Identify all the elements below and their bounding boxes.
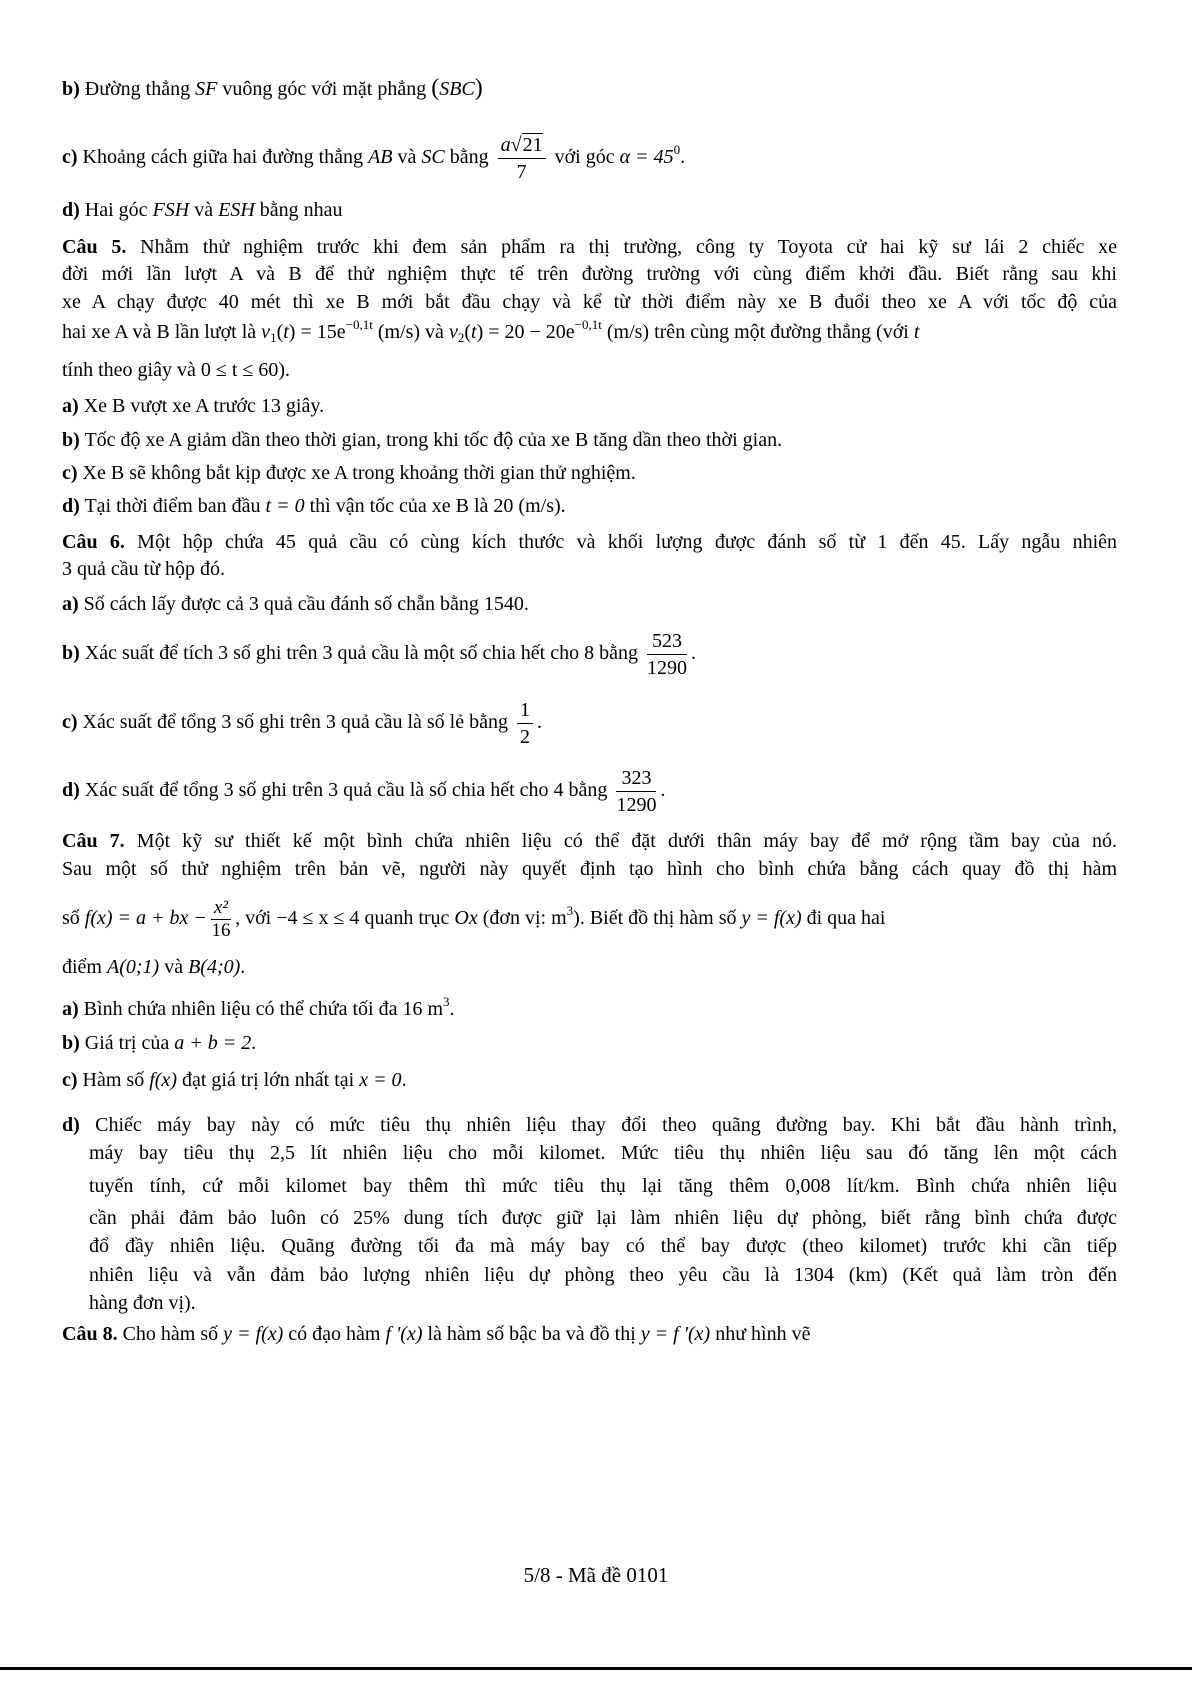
q6-b-fraction: $\frac{523}{1290}$ [646,629,687,679]
q5-intro-line-2: đời mới lần lượt A và B để thử nghiệm thực tế trên đường trường với cùng điểm khởi đầu. Biết rằng sau khi [62,263,1117,285]
q6-statement-a: a) Số cách lấy được cả 3 quả cầu đánh số chẵn bằng 1540. [62,593,529,615]
q5-statement-a: a) Xe B vượt xe A trước 13 giây. [62,395,325,417]
q6-statement-b: b) Xác suất để tích 3 số ghi trên 3 quả cầu là một số chia hết cho 8 bằng $\frac{523}{1290}$ . [62,629,696,679]
q6-intro-line-1: Câu 6. Một hộp chứa 45 quả cầu có cùng kích thước và khối lượng được đánh số từ 1 đến 45. Lấy ngẫu nhiên [62,531,1118,553]
page-footer: 5/8 - Mã đề 0101 [523,1563,669,1587]
q4-c-fraction: $\frac{a√21}{7}$ [498,132,546,185]
bottom-rule [0,1667,1192,1670]
q5-statement-b: b) Tốc độ xe A giảm dần theo thời gian, trong khi tốc độ của xe B tăng dần theo thời gian. [62,429,783,451]
q8-intro: Câu 8. Cho hàm số y = f(x) có đạo hàm f '(x) là hàm số bậc ba và đồ thị y = f '(x) như hình vẽ [62,1323,811,1345]
q6-intro-line-2: 3 quả cầu từ hộp đó. [62,558,226,580]
q5-intro-line-3: xe A chạy được 40 mét thì xe B mới bắt đầu chạy và kể từ thời điểm này xe B đuổi theo xe A với tốc độ của [62,291,1117,313]
q7-statement-d-line-7: hàng đơn vị). [89,1292,196,1314]
q7-heading: Câu 7. [62,830,125,852]
q6-d-fraction: $\frac{323}{1290}$ [616,766,657,816]
q6-statement-c: c) Xác suất để tổng 3 số ghi trên 3 quả cầu là số lẻ bằng $\frac{1}{2}$ . [62,698,542,748]
q7-statement-d-line-3: tuyến tính, cứ mỗi kilomet bay thêm thì mức tiêu thụ lại tăng thêm 0,008 lít/km. Bình chứa nhiên liệu [89,1175,1117,1197]
q7-intro-line-4: điểm A(0;1) và B(4;0). [62,956,246,978]
q5-statement-c: c) Xe B sẽ không bắt kịp được xe A trong khoảng thời gian thử nghiệm. [62,462,636,484]
q6-statement-d: d) Xác suất để tổng 3 số ghi trên 3 quả cầu là số chia hết cho 4 bằng $\frac{323}{1290}$ . [62,766,666,816]
q7-statement-c: c) Hàm số f(x) đạt giá trị lớn nhất tại x = 0. [62,1069,407,1091]
q7-statement-d-line-6: nhiên liệu và vẫn đảm bảo lượng nhiên liệu dự phòng theo yêu cầu là 1304 (km) (Kết quả làm tròn đến [89,1264,1117,1286]
q7-statement-d-line-1: d) Chiếc máy bay này có mức tiêu thụ nhiên liệu thay đổi theo quãng đường bay. Khi bắt đầu hành trình, [62,1114,1118,1136]
q7-statement-b: b) Giá trị của a + b = 2. [62,1032,257,1054]
q4-statement-c: c) Khoảng cách giữa hai đường thẳng AB và SC bằng $\frac{a√21}{7}$ với góc $\alpha = 45^0$. [62,133,686,183]
q7-intro-line-3: số f(x) = a + bx − $\frac{\text{x²}}{16}$ , với −4 ≤ x ≤ 4 quanh trục Ox (đơn vị: $m^3$). Biết đồ thị hàm số y = f(x) đi qua hai [62,896,886,941]
q7-intro-line-2: Sau một số thử nghiệm trên bản vẽ, người này quyết định tạo hình cho bình chứa bằng cách quay đồ thị hàm [62,858,1117,880]
q6-heading: Câu 6. [62,531,125,553]
q7-statement-d-line-5: đổ đầy nhiên liệu. Quãng đường tối đa mà máy bay có thể bay được (theo kilomet) trước khi cần tiếp [89,1235,1117,1257]
q7-intro-line-1: Câu 7. Một kỹ sư thiết kế một bình chứa nhiên liệu có thể đặt dưới thân máy bay để mở rộng tầm bay của nó. [62,830,1117,852]
q5-intro-line-5: tính theo giây và 0 ≤ t ≤ 60). [62,359,291,381]
q7-statement-a: a) Bình chứa nhiên liệu có thể chứa tối đa 16 $m^3$. [62,994,455,1020]
q5-statement-d: d) Tại thời điểm ban đầu t = 0 thì vận tốc của xe B là 20 (m/s). [62,495,566,517]
q6-c-fraction: $\frac{1}{2}$ [517,697,533,750]
q7-statement-d-line-2: máy bay tiêu thụ 2,5 lít nhiên liệu cho mỗi kilomet. Mức tiêu thụ nhiên liệu sau đó tăng lên một cách [89,1142,1117,1164]
q7-statement-d-line-4: cần phải đảm bảo luôn có 25% dung tích được giữ lại làm nhiên liệu dự phòng, biết rằng bình chứa được [89,1207,1117,1229]
q5-heading: Câu 5. [62,236,127,258]
q4-statement-d: d) Hai góc FSH và ESH bằng nhau [62,199,343,221]
q8-heading: Câu 8. [62,1323,118,1345]
q7-fx-fraction: $\frac{\text{x²}}{16}$ [211,896,231,941]
q5-intro-line-1: Câu 5. Nhằm thử nghiệm trước khi đem sản phẩm ra thị trường, công ty Toyota cử hai kỹ sư lái 2 chiếc xe [62,236,1118,258]
q5-intro-line-4: hai xe A và B lần lượt là $v_1(t) = 15e^{-0,1t}$ (m/s) và $v_2(t) = 20 - 20e^{-0,1t}$ (m/s) trên cùng một đường thẳng (với t [62,317,920,345]
q4-statement-b: b) Đường thẳng SF vuông góc với mặt phẳng (SBC) [62,75,483,101]
